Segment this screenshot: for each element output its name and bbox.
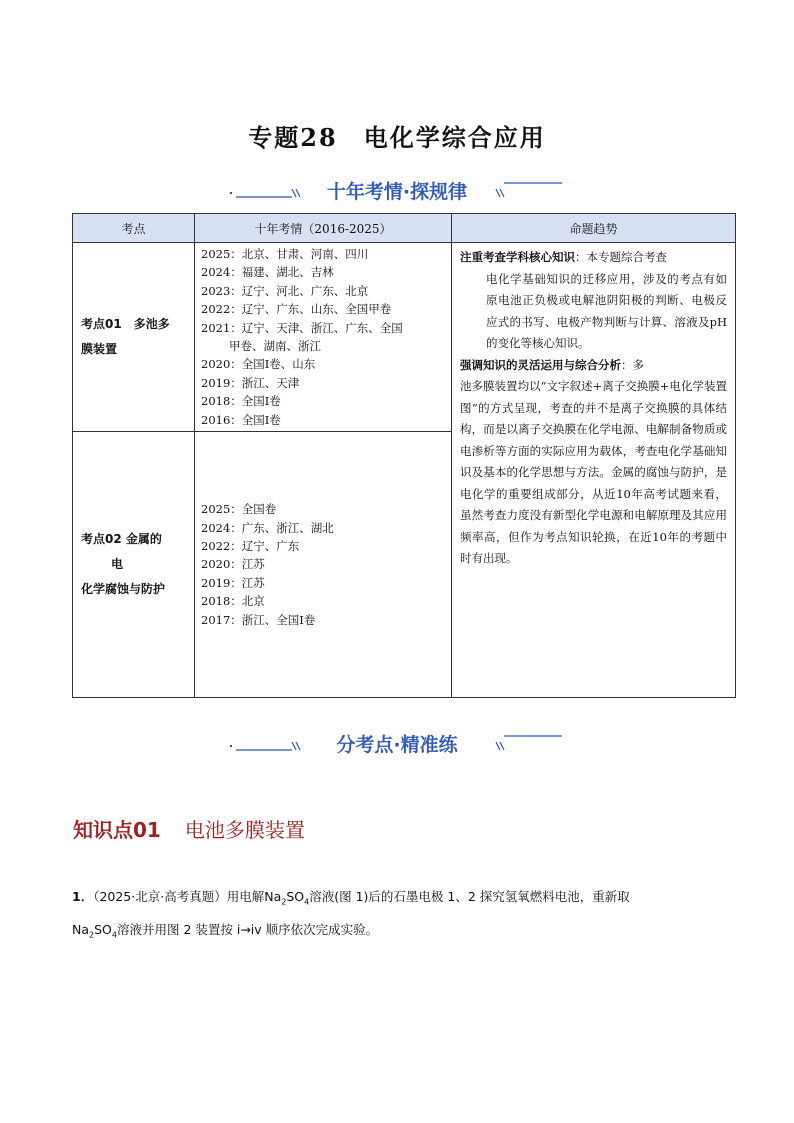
trend-emphasis-2: 强调知识的灵活运用与综合分析 bbox=[460, 357, 621, 372]
trend-text-body-1: 电化学基础知识的迁移应用，涉及的考点有如原电池正负极或电解池阴阳极的判断、电极反应式的书写、电极产物判断与计算、溶液及pH的变化等核心知识。 bbox=[486, 271, 727, 350]
year-line: 2023：辽宁、河北、广东、北京 bbox=[201, 283, 369, 298]
formula-subscript: 4 bbox=[304, 897, 310, 907]
year-line: 甲卷、湖南、浙江 bbox=[229, 339, 321, 354]
exam-trend-table bbox=[72, 213, 736, 698]
year-line: 2016：全国Ⅰ卷 bbox=[201, 412, 281, 427]
formula-subscript: 2 bbox=[281, 897, 287, 907]
section-banner-top bbox=[0, 175, 794, 203]
chemical-formula bbox=[72, 922, 117, 937]
header-kaodian: 考点 bbox=[73, 214, 195, 243]
question-number: 1． bbox=[72, 889, 94, 904]
table-row bbox=[73, 243, 736, 432]
banner-title-top: 十年考情·探规律 bbox=[326, 181, 468, 203]
year-line: 2024：广东、浙江、湖北 bbox=[201, 520, 334, 535]
year-line: 2022：辽宁、广东、山东、全国甲卷 bbox=[201, 302, 392, 317]
trend-emphasis-1: 注重考查学科核心知识 bbox=[460, 250, 575, 264]
kaodian-cell bbox=[73, 243, 195, 432]
formula-part: Na bbox=[264, 889, 282, 904]
trend-paragraph-1 bbox=[460, 247, 727, 355]
question-1 bbox=[72, 883, 732, 948]
years-cell bbox=[195, 432, 452, 698]
formula-subscript: 4 bbox=[111, 930, 117, 939]
section-banner-bottom bbox=[0, 728, 794, 756]
trend-cell bbox=[452, 243, 736, 698]
year-line: 2025：全国卷 bbox=[201, 502, 277, 517]
year-line: 2018：全国Ⅰ卷 bbox=[201, 394, 281, 409]
kaodian-label: 膜装置 bbox=[81, 342, 118, 357]
page-title: 专题28 电化学综合应用 bbox=[248, 123, 546, 152]
year-line: 2021：辽宁、天津、浙江、广东、全国 bbox=[201, 320, 403, 335]
year-line: 2020：全国Ⅰ卷、山东 bbox=[201, 357, 316, 372]
kaodian-label: 电 bbox=[111, 557, 124, 572]
question-text: 溶液(图 1)后的石墨电极 1、2 探究氢氧燃料电池，重新取 bbox=[309, 889, 630, 904]
trend-text: ：多 bbox=[621, 357, 644, 372]
question-text: 用电解 bbox=[226, 889, 265, 904]
years-cell bbox=[195, 243, 452, 432]
trend-paragraph-2 bbox=[460, 355, 727, 570]
kaodian-label: 化学腐蚀与防护 bbox=[81, 582, 166, 597]
table-header-row bbox=[73, 214, 736, 243]
banner-title-bottom: 分考点·精准练 bbox=[336, 734, 458, 756]
kaodian-label: 考点01 多池多 bbox=[81, 317, 170, 332]
year-line: 2018：北京 bbox=[201, 594, 265, 609]
knowledge-point-name: 电池多膜装置 bbox=[184, 818, 305, 842]
question-text: 溶液并用图 2 装置按 i→iv 顺序依次完成实验。 bbox=[116, 921, 379, 937]
trend-text-body-2: 池多膜装置均以“文字叙述+离子交换膜+电化学装置图”的方式呈现，考查的并不是离子交换膜的具体结构，而是以离子交换膜在化学电源、电解制备物质或电渗析等方面的实际应用为载体，考查电化学基础知识及基本的化学思想与方法。金属的腐蚀与防护，是电化学的重要组成部分，从近10年高考试题来看，虽然考查力度没有新型化学电源和电解原理及其应用频率高，但作为考点知识轮换，在近10年的考题中时有出现。 bbox=[460, 379, 727, 565]
question-line-2 bbox=[72, 916, 732, 949]
formula-part: SO bbox=[94, 921, 112, 937]
knowledge-point-number: 知识点01 bbox=[73, 818, 161, 842]
kaodian-cell bbox=[73, 432, 195, 698]
chemical-formula bbox=[264, 889, 310, 907]
year-line: 2017：浙江、全国Ⅰ卷 bbox=[201, 612, 316, 627]
trend-text: ：本专题综合考查 bbox=[575, 250, 667, 264]
header-trend: 命题趋势 bbox=[452, 214, 736, 243]
question-source: （2025·北京·高考真题） bbox=[93, 889, 227, 904]
formula-part: SO bbox=[286, 889, 305, 904]
kaodian-label: 考点02 金属的 bbox=[81, 532, 162, 547]
year-line: 2025：北京、甘肃、河南、四川 bbox=[201, 247, 369, 261]
knowledge-point-heading bbox=[73, 814, 305, 843]
year-line: 2024：福建、湖北、吉林 bbox=[201, 265, 334, 280]
header-ten-years: 十年考情（2016-2025） bbox=[195, 214, 452, 243]
year-line: 2022：辽宁、广东 bbox=[201, 538, 300, 553]
question-line-1 bbox=[72, 883, 732, 916]
year-line: 2019：江苏 bbox=[201, 575, 265, 590]
formula-part: Na bbox=[72, 921, 90, 937]
formula-subscript: 2 bbox=[89, 930, 95, 939]
year-line: 2020：江苏 bbox=[201, 557, 265, 572]
year-line: 2019：浙江、天津 bbox=[201, 375, 300, 390]
